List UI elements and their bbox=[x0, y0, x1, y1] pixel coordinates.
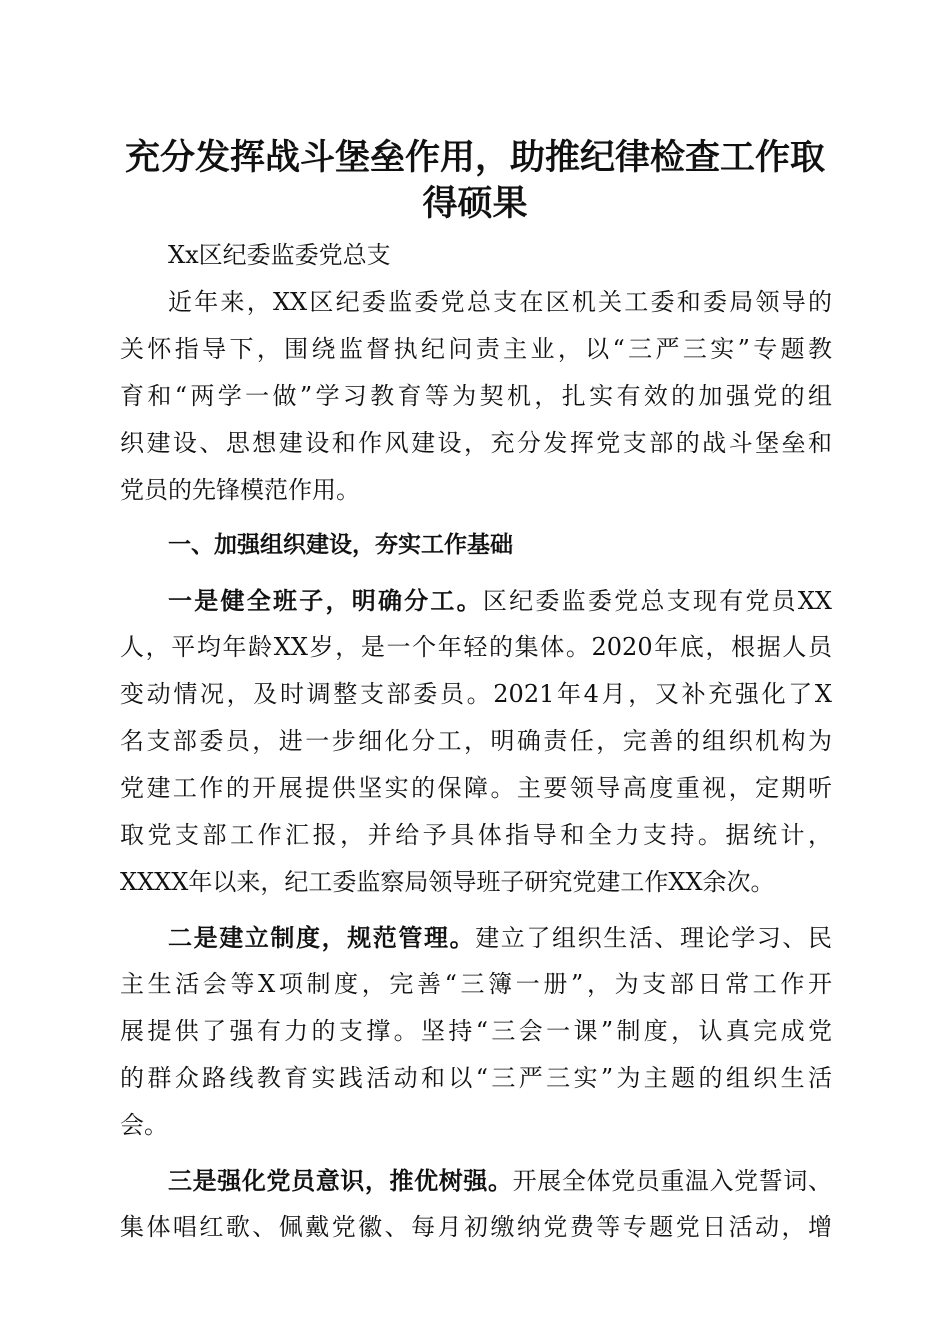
intro-line: 织建设、思想建设和作风建设，充分发挥党支部的战斗堡垒和 bbox=[120, 429, 832, 457]
intro-line: 育和“两学一做”学习教育等为契机，扎实有效的加强党的组 bbox=[120, 382, 832, 410]
paragraph-3-line: 集体唱红歌、佩戴党徽、每月初缴纳党费等专题党日活动，增 bbox=[120, 1213, 832, 1241]
paragraph-3-first-rest: 开展全体党员重温入党誓词、 bbox=[512, 1167, 833, 1195]
paragraph-2-line: 会。 bbox=[120, 1111, 168, 1139]
document-title-line-1: 充分发挥战斗堡垒作用，助推纪律检查工作取 bbox=[124, 138, 825, 178]
paragraph-1-line: 取党支部工作汇报，并给予具体指导和全力支持。据统计， bbox=[120, 821, 832, 849]
paragraph-2-first-rest: 建立了组织生活、理论学习、民 bbox=[475, 924, 833, 952]
paragraph-1-line: 人，平均年龄XX岁，是一个年轻的集体。2020年底，根据人员 bbox=[120, 633, 832, 661]
document-title-line-2: 得硕果 bbox=[422, 184, 528, 224]
paragraph-1-lead: 一是健全班子，明确分工。 bbox=[168, 586, 483, 615]
paragraph-2-first-line bbox=[120, 914, 832, 961]
document-body bbox=[120, 232, 832, 1251]
intro-line: 关怀指导下，围绕监督执纪问责主业，以“三严三实”专题教 bbox=[120, 335, 832, 363]
paragraph-1-line: XXXX年以来，纪工委监察局领导班子研究党建工作XX余次。 bbox=[120, 868, 775, 896]
paragraph-1-line: 党建工作的开展提供坚实的保障。主要领导高度重视，定期听 bbox=[120, 774, 832, 802]
paragraph-1-line: 变动情况，及时调整支部委员。2021年4月，又补充强化了X bbox=[120, 680, 832, 708]
paragraph-3-first-line bbox=[120, 1157, 832, 1204]
paragraph-2-line: 主生活会等X项制度，完善“三簿一册”，为支部日常工作开 bbox=[120, 970, 832, 998]
paragraph-1-first-line bbox=[120, 577, 832, 624]
author-line: Xx区纪委监委党总支 bbox=[168, 241, 391, 269]
paragraph-1-line: 名支部委员，进一步细化分工，明确责任，完善的组织机构为 bbox=[120, 727, 832, 755]
paragraph-2-line: 展提供了强有力的支撑。坚持“三会一课”制度，认真完成党 bbox=[120, 1017, 832, 1045]
paragraph-2-line: 的群众路线教育实践活动和以“三严三实”为主题的组织生活 bbox=[120, 1064, 832, 1092]
paragraph-2-lead: 二是建立制度，规范管理。 bbox=[168, 923, 476, 952]
section-heading-1: 一、加强组织建设，夯实工作基础 bbox=[168, 532, 513, 558]
intro-line: 近年来，XX区纪委监委党总支在区机关工委和委局领导的 bbox=[168, 288, 832, 316]
paragraph-1-first-rest: 区纪委监委党总支现有党员XX bbox=[482, 587, 833, 615]
paragraph-3-lead: 三是强化党员意识，推优树强。 bbox=[168, 1166, 513, 1195]
intro-line: 党员的先锋模范作用。 bbox=[120, 476, 360, 504]
